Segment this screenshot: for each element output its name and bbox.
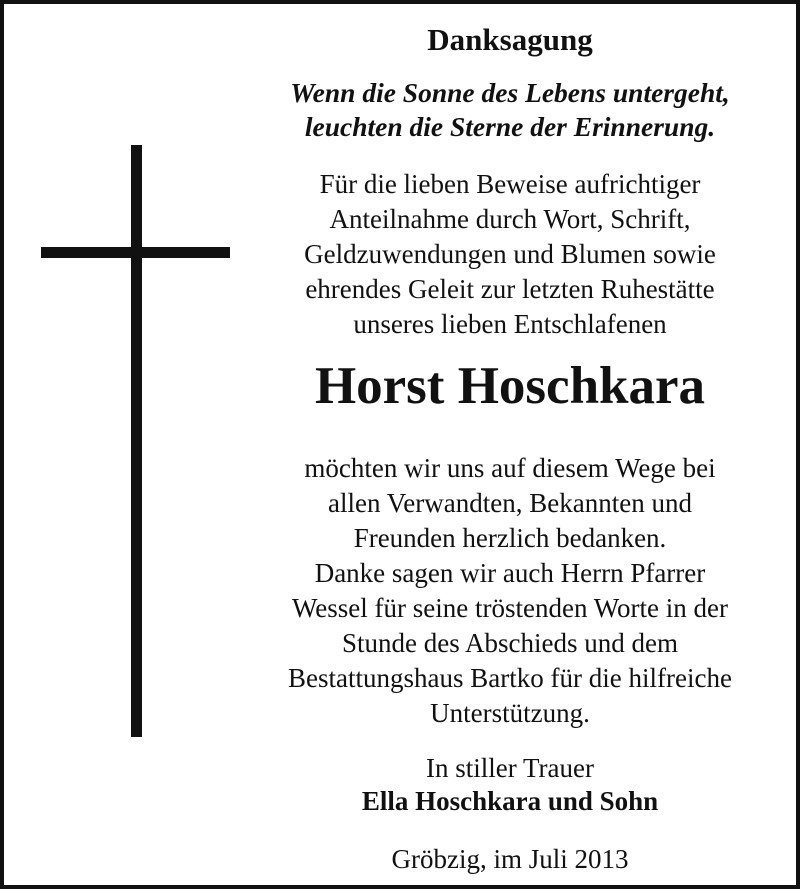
thanks-paragraph	[224, 451, 796, 731]
motto	[224, 76, 796, 144]
deceased-name: Horst Hoschkara	[314, 357, 706, 415]
thanks-line: Stunde des Abschieds und dem	[342, 628, 678, 658]
place-date: Gröbzig, im Juli 2013	[391, 844, 629, 874]
intro-line: Für die lieben Beweise aufrichtiger	[319, 169, 701, 199]
thanks-line: Bestattungshaus Bartko für die hilfreiche	[288, 663, 732, 693]
intro-paragraph	[224, 167, 796, 342]
thanks-line: allen Verwandten, Bekannten und	[328, 488, 692, 518]
intro-line: unseres lieben Entschlafenen	[353, 309, 667, 339]
intro-line: Anteilnahme durch Wort, Schrift,	[329, 204, 691, 234]
thanks-line: Danke sagen wir auch Herrn Pfarrer	[314, 558, 706, 588]
cross-icon	[131, 145, 142, 737]
thanks-line: Unterstützung.	[430, 698, 590, 728]
intro-line: Geldzuwendungen und Blumen sowie	[304, 239, 716, 269]
thanks-line: Wessel für seine tröstenden Worte in der	[291, 593, 729, 623]
thanks-line: möchten wir uns auf diesem Wege bei	[304, 453, 716, 483]
notice-heading: Danksagung	[427, 22, 593, 57]
cross-icon-bar	[41, 247, 230, 258]
signatory: Ella Hoschkara und Sohn	[361, 786, 659, 816]
mourning-line: In stiller Trauer	[426, 753, 594, 783]
motto-line: Wenn die Sonne des Lebens untergeht,	[290, 77, 730, 108]
motto-line: leuchten die Sterne der Erinnerung.	[304, 111, 716, 142]
intro-line: ehrendes Geleit zur letzten Ruhestätte	[305, 274, 715, 304]
thanks-line: Freunden herzlich bedanken.	[353, 523, 667, 553]
